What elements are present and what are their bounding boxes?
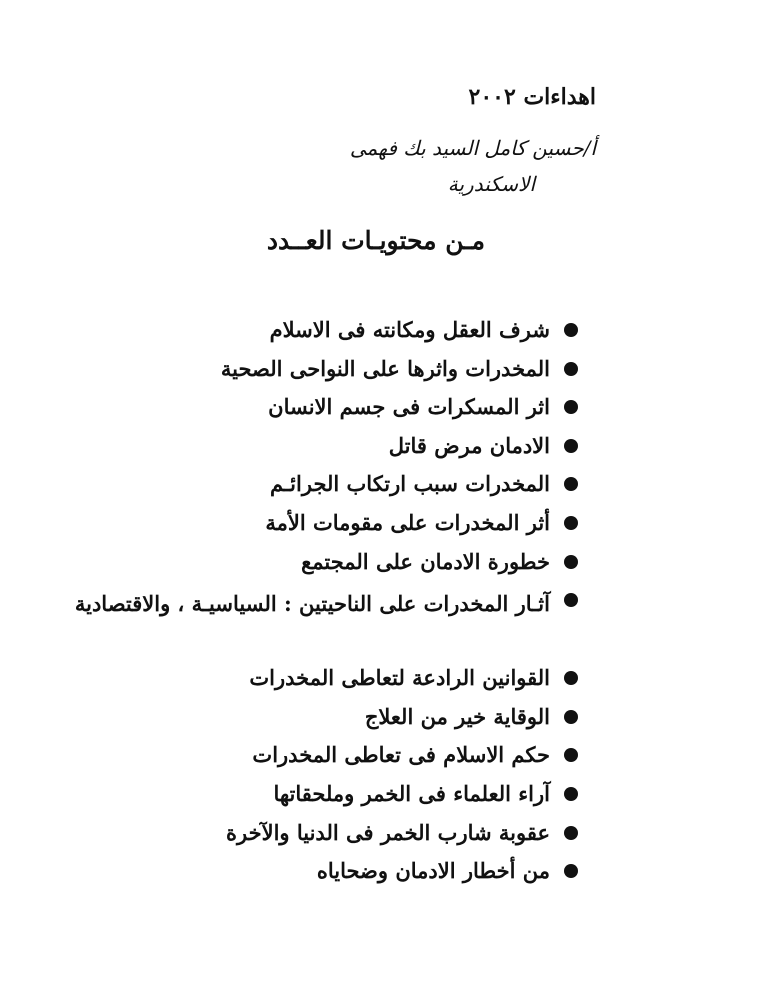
toc-item-text: خطورة الادمان على المجتمع — [301, 548, 550, 574]
toc-item — [18, 508, 578, 547]
toc-item — [18, 702, 578, 741]
bullet-icon — [564, 787, 578, 801]
toc-item — [18, 392, 578, 431]
table-of-contents — [18, 315, 578, 895]
toc-item — [18, 315, 578, 354]
toc-item — [18, 354, 578, 393]
dedication-city: الاسكندرية — [447, 172, 535, 196]
toc-item — [18, 818, 578, 857]
toc-item-text: حكم الاسلام فى تعاطى المخدرات — [252, 742, 550, 768]
bullet-icon — [564, 439, 578, 453]
toc-item-text: الوقاية خير من العلاج — [364, 703, 550, 729]
toc-item-text: القوانين الرادعة لتعاطى المخدرات — [249, 665, 550, 691]
bullet-icon — [564, 516, 578, 530]
bullet-icon — [564, 400, 578, 414]
toc-item — [18, 547, 578, 586]
toc-item-text: شرف العقل ومكانته فى الاسلام — [269, 317, 550, 342]
toc-item-text: المخدرات سبب ارتكاب الجرائـم — [270, 471, 550, 497]
bullet-icon — [564, 864, 578, 878]
bullet-icon — [564, 710, 578, 724]
bullet-icon — [564, 748, 578, 762]
contents-heading: مـن محتويـات العــدد — [266, 226, 485, 255]
bullet-icon — [564, 826, 578, 840]
dedication-name: أ/حسين كامل السيد بك فهمى — [349, 136, 596, 160]
toc-item-text: اثر المسكرات فى جسم الانسان — [268, 394, 550, 420]
toc-item-text: عقوبة شارب الخمر فى الدنيا والآخرة — [226, 819, 550, 845]
dedication-title: اهداءات ٢٠٠٢ — [468, 84, 596, 110]
toc-item — [18, 431, 578, 470]
toc-item — [18, 585, 578, 663]
bullet-icon — [564, 555, 578, 569]
bullet-icon — [564, 671, 578, 685]
toc-item-text: أثر المخدرات على مقومات الأمة — [265, 509, 550, 535]
toc-item-text: من أخطار الادمان وضحاياه — [316, 858, 550, 884]
bullet-icon — [564, 323, 578, 337]
bullet-icon — [564, 362, 578, 376]
toc-item-text: آراء العلماء فى الخمر وملحقاتها — [273, 780, 550, 806]
toc-item — [18, 740, 578, 779]
toc-item — [18, 856, 578, 895]
toc-item — [18, 663, 578, 702]
toc-item-text: آثـار المخدرات على الناحيتين : السياسيـة ، والاقتصادية — [74, 591, 550, 617]
bullet-icon — [564, 477, 578, 491]
toc-item-text: الادمان مرض قاتل — [388, 432, 550, 458]
toc-item — [18, 469, 578, 508]
toc-item — [18, 779, 578, 818]
toc-item-text: المخدرات واثرها على النواحى الصحية — [220, 355, 550, 381]
